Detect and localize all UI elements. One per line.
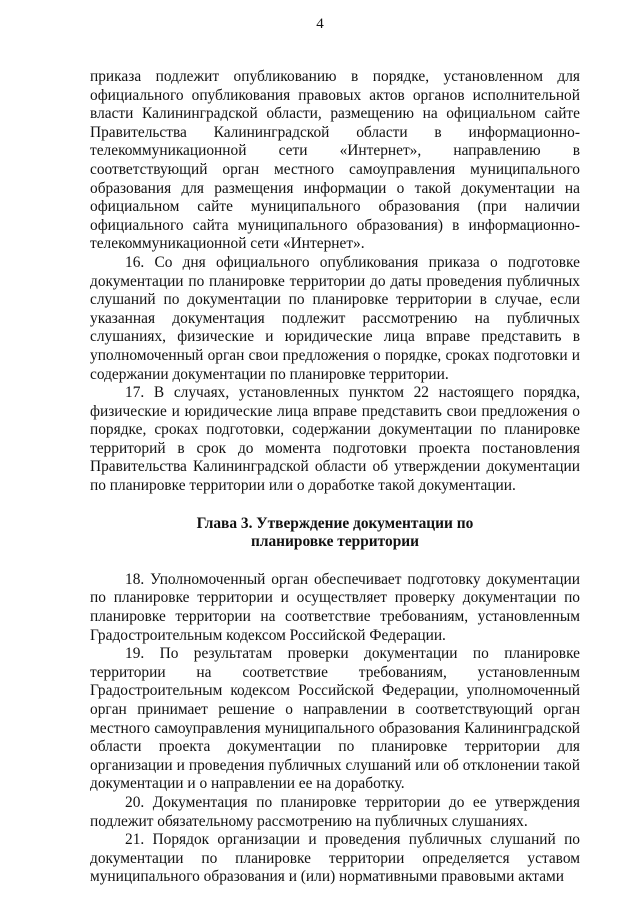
paragraph-19: 19. По результатам проверки документации по планировке территории на соответствие требованиям, установленным Градостроительным кодексом Российской Федерации, уполномоченный орган принимает решение о направлении в соответствующий орган местного самоуправления муниципального образования Калининградской области проекта документации по планировке территории для организации и проведения публичных слушаний или об отклонении такой документации и о направлении ее на доработку. xyxy=(90,645,580,793)
paragraph-continuation: приказа подлежит опубликованию в порядке, установленном для официального опубликования правовых актов органов исполнительной власти Калининградской области, размещению на официальном сайте Правительства Калининградской области в информационно-телекоммуникационной сети «Интернет», направлению в соответствующий орган местного самоуправления муниципального образования для размещения информации о такой документации на официальном сайте муниципального образования (при наличии официального сайта муниципального образования) в информационно-телекоммуникационной сети «Интернет». xyxy=(90,68,580,253)
chapter-heading xyxy=(90,515,580,552)
document-body xyxy=(90,68,580,887)
chapter-heading-line-2: планировке территории xyxy=(250,533,419,551)
paragraph-20: 20. Документация по планировке территории до ее утверждения подлежит обязательному рассмотрению на публичных слушаниях. xyxy=(90,793,580,830)
paragraph-16: 16. Со дня официального опубликования приказа о подготовке документации по планировке территории до даты проведения публичных слушаний по документации по планировке территории в случае, если указанная документация подлежит рассмотрению на публичных слушаниях, физические и юридические лица вправе представить в уполномоченный орган свои предложения о порядке, сроках подготовки и содержании документации по планировке территории. xyxy=(90,253,580,383)
chapter-heading-line-1: Глава 3. Утверждение документации по xyxy=(196,514,474,532)
paragraph-18: 18. Уполномоченный орган обеспечивает подготовку документации по планировке территории и осуществляет проверку документации по планировке территории на соответствие требованиям, установленным Градостроительным кодексом Российской Федерации. xyxy=(90,570,580,644)
paragraph-21: 21. Порядок организации и проведения публичных слушаний по документации по планировке территории определяется уставом муниципального образования и (или) нормативными правовыми актами xyxy=(90,831,580,886)
page-number: 4 xyxy=(316,16,324,32)
paragraph-17: 17. В случаях, установленных пунктом 22 настоящего порядка, физические и юридические лица вправе представить свои предложения о порядке, сроках подготовки, содержании документации по планировке территорий в срок до момента подготовки проекта постановления Правительства Калининградской области об утверждении документации по планировке территории или о доработке такой документации. xyxy=(90,384,580,495)
